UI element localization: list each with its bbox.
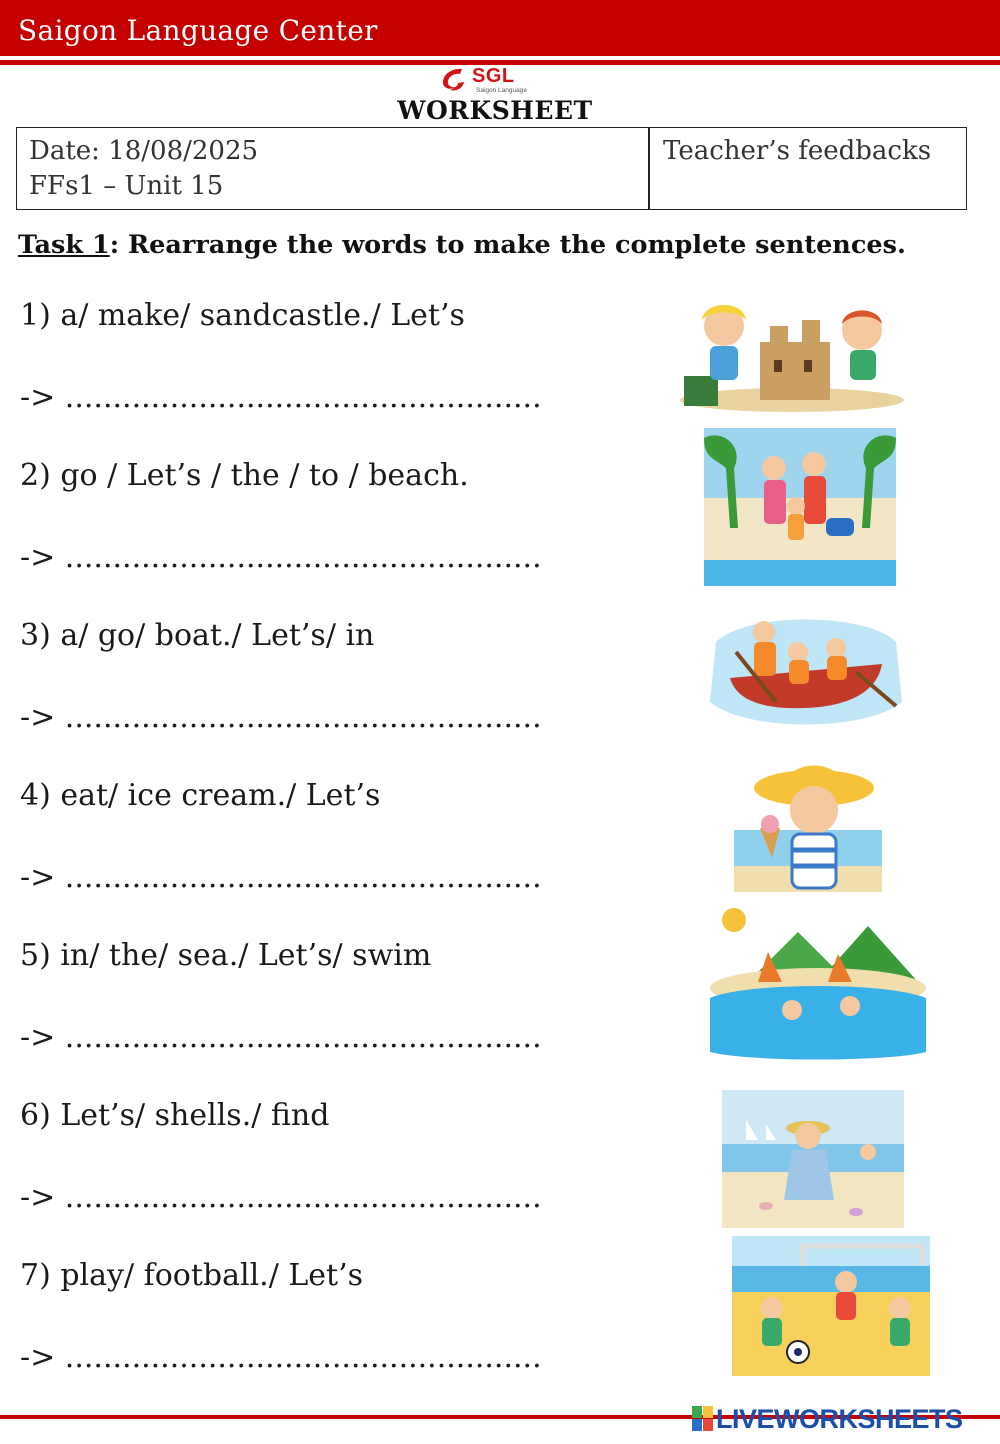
swimming-picture	[708, 902, 928, 1060]
canoe-picture	[706, 602, 906, 734]
question-6: 6) Let’s/ shells./ find	[20, 1098, 330, 1133]
unit-text: FFs1 – Unit 15	[29, 171, 224, 201]
liveworksheets-brand[interactable]	[692, 1404, 992, 1436]
logo-text: SGL	[472, 65, 515, 87]
answer-line-2[interactable]: -> ..................................................	[20, 540, 542, 575]
answer-line-6[interactable]: -> ..................................................	[20, 1180, 542, 1215]
football-picture	[732, 1236, 930, 1376]
answer-line-3[interactable]: -> ..................................................	[20, 700, 542, 735]
sgl-logo	[438, 66, 538, 98]
liveworksheets-text: LIVEWORKSHEETS	[716, 1404, 963, 1434]
shells-picture	[722, 1090, 904, 1228]
logo-subtext: Saigon Language	[476, 87, 527, 94]
answer-line-5[interactable]: -> ..................................................	[20, 1020, 542, 1055]
worksheet-title: WORKSHEET	[397, 96, 593, 125]
question-1: 1) a/ make/ sandcastle./ Let’s	[20, 298, 465, 333]
header-band	[0, 0, 1000, 56]
ice-cream-picture	[732, 754, 884, 892]
teacher-feedback-cell[interactable]: Teacher’s feedbacks	[663, 136, 932, 166]
answer-line-7[interactable]: -> ..................................................	[20, 1340, 542, 1375]
task-label: Task 1	[18, 230, 110, 260]
task-instruction: : Rearrange the words to make the complete sentences.	[109, 230, 906, 260]
liveworksheets-logo-icon	[692, 1406, 714, 1432]
question-5: 5) in/ the/ sea./ Let’s/ swim	[20, 938, 432, 973]
table-divider	[648, 128, 650, 209]
question-3: 3) a/ go/ boat./ Let’s/ in	[20, 618, 375, 653]
question-7: 7) play/ football./ Let’s	[20, 1258, 364, 1293]
answer-line-4[interactable]: -> ..................................................	[20, 860, 542, 895]
sandcastle-picture	[678, 290, 906, 414]
info-table	[16, 127, 967, 210]
task-heading	[18, 230, 906, 260]
answer-line-1[interactable]: -> ..................................................	[20, 380, 542, 415]
date-text: Date: 18/08/2025	[29, 136, 259, 166]
question-2: 2) go / Let’s / the / to / beach.	[20, 458, 469, 493]
header-title: Saigon Language Center	[18, 14, 378, 47]
question-4: 4) eat/ ice cream./ Let’s	[20, 778, 381, 813]
beach-family-picture	[704, 428, 896, 586]
logo-swoosh-icon	[438, 66, 468, 94]
